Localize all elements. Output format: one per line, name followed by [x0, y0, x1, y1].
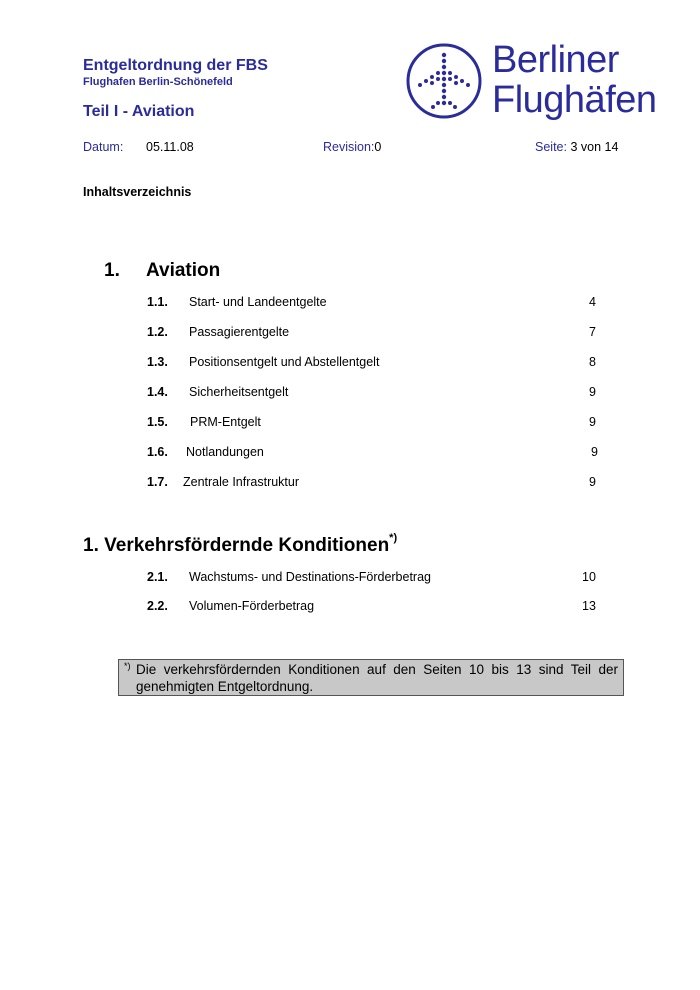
toc-entry-1-1[interactable]	[147, 295, 168, 311]
page-value: 3 von 14	[570, 140, 619, 154]
page-label: Seite:	[535, 140, 567, 154]
logo-wordmark	[492, 40, 657, 120]
toc-entry-1-5[interactable]	[147, 415, 168, 431]
toc-entry-1-1-label: Start- und Landeentgelte	[189, 295, 327, 309]
toc-entry-number: 1.6.	[147, 445, 168, 459]
toc-entry-1-4-label: Sicherheitsentgelt	[189, 385, 289, 399]
date-label: Datum:	[83, 140, 124, 154]
revision-label: Revision:	[323, 140, 375, 154]
toc-entry-1-4[interactable]	[147, 385, 168, 401]
date-value: 05.11.08	[146, 140, 194, 154]
toc-entry-number: 1.5.	[147, 415, 168, 429]
toc-entry-1-6-label: Notlandungen	[186, 445, 264, 459]
document-subtitle: Flughafen Berlin-Schönefeld	[83, 76, 233, 88]
revision-value: 0	[374, 140, 382, 154]
section-2-footnote-marker: *)	[389, 532, 398, 544]
page-indicator	[535, 140, 618, 154]
footnote-marker: *)	[124, 661, 131, 671]
toc-entry-1-3-page: 8	[589, 355, 596, 369]
toc-entry-1-7-page: 9	[589, 475, 596, 489]
logo-line-1: Berliner	[492, 39, 619, 81]
toc-entry-1-7-label: Zentrale Infrastruktur	[183, 475, 300, 489]
toc-entry-number: 2.2.	[147, 599, 168, 613]
toc-entry-number: 1.2.	[147, 325, 168, 339]
toc-entry-1-1-page: 4	[589, 295, 596, 309]
footnote-text: Die verkehrsfördernden Konditionen auf den Seiten 10 bis 13 sind Teil der genehmigten Entgeltordnung.	[136, 662, 618, 694]
toc-entry-2-2-label: Volumen-Förderbetrag	[189, 599, 315, 613]
footnote-box	[118, 659, 624, 696]
logo-line-2: Flughäfen	[492, 79, 657, 121]
toc-entry-number: 1.1.	[147, 295, 168, 309]
toc-entry-1-3-label: Positionsentgelt und Abstellentgelt	[189, 355, 380, 369]
section-2-title: 1. Verkehrsfördernde Konditionen	[83, 535, 390, 556]
toc-entry-1-5-page: 9	[589, 415, 596, 429]
section-2-heading	[83, 532, 398, 557]
toc-entry-1-2[interactable]	[147, 325, 168, 341]
toc-entry-1-5-label: PRM-Entgelt	[190, 415, 261, 429]
toc-entry-1-3[interactable]	[147, 355, 168, 371]
toc-heading: Inhaltsverzeichnis	[83, 185, 192, 199]
airplane-logo-icon	[406, 43, 482, 119]
toc-entry-number: 2.1.	[147, 570, 168, 584]
toc-entry-2-2-page: 13	[582, 599, 596, 613]
revision	[323, 140, 381, 154]
toc-entry-2-2[interactable]	[147, 599, 168, 615]
toc-entry-1-4-page: 9	[589, 385, 596, 399]
toc-entry-1-6-page: 9	[591, 445, 598, 459]
toc-entry-1-2-label: Passagierentgelte	[189, 325, 290, 339]
section-1-number: 1.	[104, 260, 120, 281]
toc-entry-1-7[interactable]	[147, 475, 168, 491]
toc-entry-2-1-label: Wachstums- und Destinations-Förderbetrag	[189, 570, 431, 584]
toc-entry-1-2-page: 7	[589, 325, 596, 339]
toc-entry-number: 1.7.	[147, 475, 168, 489]
section-1-title: Aviation	[146, 260, 221, 281]
toc-entry-number: 1.4.	[147, 385, 168, 399]
document-title: Entgeltordnung der FBS	[83, 57, 268, 74]
toc-entry-1-6[interactable]	[147, 445, 168, 461]
toc-entry-2-1-page: 10	[582, 570, 596, 584]
part-heading: Teil I - Aviation	[83, 103, 195, 120]
toc-entry-number: 1.3.	[147, 355, 168, 369]
toc-entry-2-1[interactable]	[147, 570, 168, 586]
